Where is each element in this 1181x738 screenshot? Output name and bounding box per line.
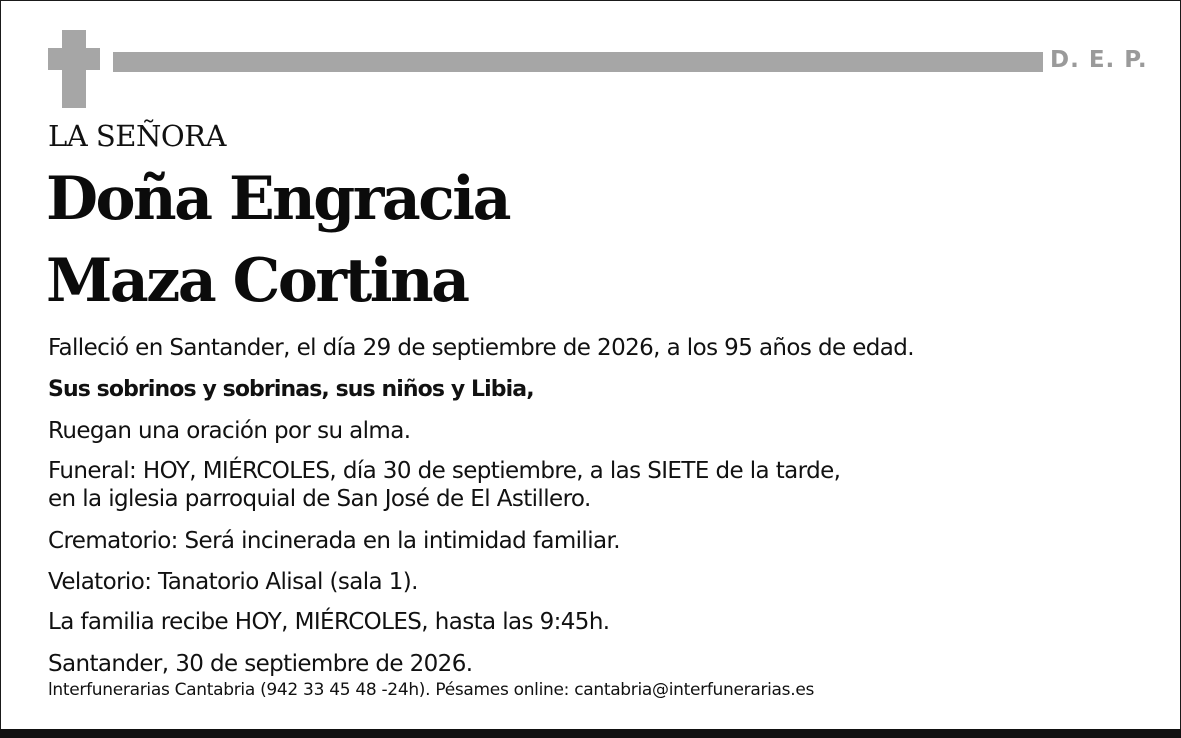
header-rule: [113, 52, 1043, 72]
deceased-name-line1: Doña Engracia: [46, 164, 509, 234]
family-line: Sus sobrinos y sobrinas, sus niños y Libia,: [48, 377, 534, 402]
death-notice: Falleció en Santander, el día 29 de septiembre de 2026, a los 95 años de edad.: [48, 335, 914, 361]
dep-label: D. E. P.: [1050, 47, 1148, 73]
funeral-line2: en la iglesia parroquial de San José de El Astillero.: [48, 486, 591, 512]
funeral-line1: Funeral: HOY, MIÉRCOLES, día 30 de septiembre, a las SIETE de la tarde,: [48, 458, 841, 484]
prayer-line: Ruegan una oración por su alma.: [48, 418, 411, 444]
cross-icon-bar: [48, 48, 100, 70]
footer-contact: lnterfunerarias Cantabria (942 33 45 48 -24h). Pésames online: cantabria@interfunerarias.es: [48, 680, 815, 700]
place-date-line: Santander, 30 de septiembre de 2026.: [48, 651, 473, 677]
bottom-border-bar: [0, 729, 1181, 738]
deceased-name-line2: Maza Cortina: [46, 246, 468, 316]
reception-line: La familia recibe HOY, MIÉRCOLES, hasta las 9:45h.: [48, 609, 610, 635]
wake-line: Velatorio: Tanatorio Alisal (sala 1).: [48, 569, 418, 595]
title-prefix: LA SEÑORA: [48, 119, 226, 153]
crematorium-line: Crematorio: Será incinerada en la intimidad familiar.: [48, 528, 620, 554]
